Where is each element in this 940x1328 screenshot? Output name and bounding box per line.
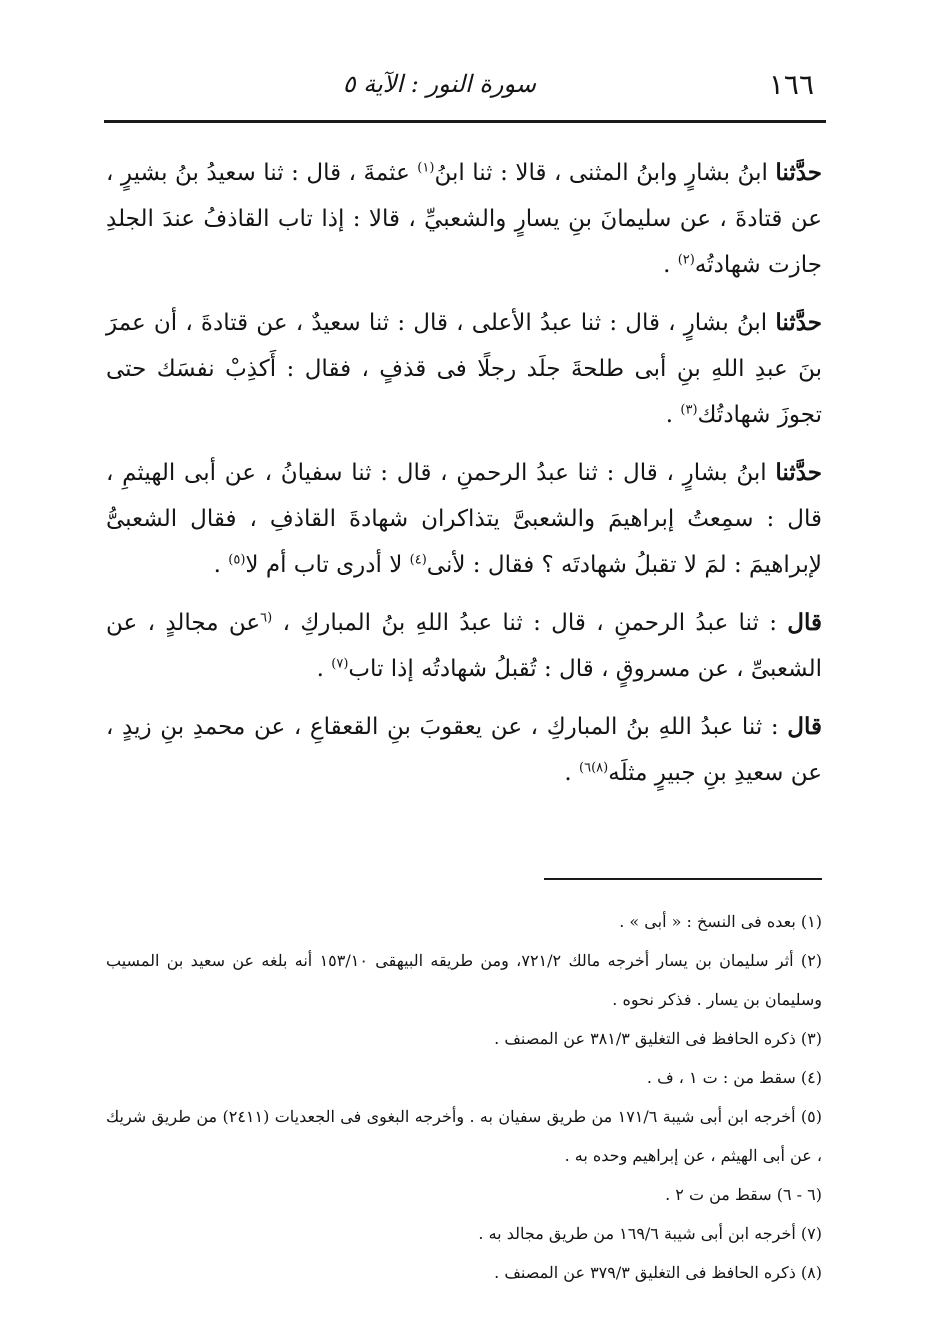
paragraph-text: لا أدرى تاب أم لا <box>245 552 410 578</box>
footnote-reference: (٢) <box>677 252 695 268</box>
footnote-reference: (٨)٦) <box>579 760 609 776</box>
paragraph-lead: قال <box>787 609 822 636</box>
paragraph-text: . <box>663 252 678 278</box>
paragraph-text: : ثنا عبدُ الرحمنِ ، قال : ثنا عبدُ اللهِ بنُ المباركِ ، <box>272 610 788 636</box>
footnote: (٢) أثر سليمان بن يسار أخرجه مالك ٧٢١/٢، ومن طريقه البيهقى ١٥٣/١٠ أنه بلغه عن سعيد بن المسيب وسليمان بن يسار . فذكر نحوه . <box>106 951 823 1009</box>
body-text <box>106 150 822 808</box>
footnote-reference: (١) <box>417 160 435 176</box>
paragraph-text: . <box>213 552 229 578</box>
footnote: (٦ - ٦) سقط من ت ٢ . <box>665 1185 822 1204</box>
paragraph-text: ابنُ بشارٍ وابنُ المثنى ، قالا : ثنا ابنُ <box>434 160 776 186</box>
footnote-reference: (٣) <box>680 402 698 418</box>
footnote: (٣) ذكره الحافظ فى التغليق ٣٨١/٣ عن المصنف . <box>494 1029 822 1048</box>
footnote: (٤) سقط من : ت ١ ، ف . <box>646 1068 822 1087</box>
page-header <box>108 64 822 108</box>
paragraph-text: ابنُ بشارٍ ، قال : ثنا عبدُ الرحمنِ ، قال : ثنا سفيانُ ، عن أبى الهيثمِ ، قال : سمِعتُ إبراهيمَ والشعبىَّ يتذاكران شهادةَ القاذفِ ، فقال الشعبىُّ لإبراهيمَ : لمَ لا تقبلُ شهادتَه ؟ فقال : لأنى <box>106 460 822 578</box>
footnotes <box>106 902 822 1292</box>
running-title: سورة النور : الآية ٥ <box>342 70 536 98</box>
paragraph-text: عن مجالدٍ ، عن الشعبىِّ ، عن مسروقٍ ، قال : تُقبلُ شهادتُه إذا تاب <box>106 610 822 682</box>
footnote: (٨) ذكره الحافظ فى التغليق ٣٧٩/٣ عن المصنف . <box>494 1263 822 1282</box>
paragraph <box>106 600 822 692</box>
paragraph <box>106 150 822 288</box>
paragraph-text: : ثنا عبدُ اللهِ بنُ المباركِ ، عن يعقوبَ بنِ القعقاعِ ، عن محمدِ بنِ زيدٍ ، عن سعيدِ بنِ جبيرٍ مثلَه <box>106 714 822 786</box>
footnote: (٥) أخرجه ابن أبى شيبة ١٧١/٦ من طريق سفيان به . وأخرجه البغوى فى الجعديات (٢٤١١) من طريق شريك ، عن أبى الهيثم ، عن إبراهيم وحده به . <box>106 1107 823 1165</box>
paragraph-text: ابنُ بشارٍ ، قال : ثنا عبدُ الأعلى ، قال : ثنا سعيدٌ ، عن قتادةَ ، أن عمرَ بنَ عبدِ اللهِ بنِ أبى طلحةَ جلَد رجلًا فى قذفٍ ، فقال : أَكذِبْ نفسَك حتى تجوزَ شهادتُك <box>106 310 822 428</box>
paragraph <box>106 704 822 796</box>
paragraph-lead: حدَّثنا <box>775 159 823 186</box>
footnote-reference: (٤) <box>409 552 427 568</box>
header-rule <box>104 120 826 123</box>
paragraph-text: . <box>564 760 580 786</box>
footnote: (١) بعده فى النسخ : « أبى » . <box>619 912 822 931</box>
footnote-separator <box>544 878 822 880</box>
footnote-reference: (٥) <box>228 552 246 568</box>
footnote-reference: (٧) <box>331 656 349 672</box>
paragraph-lead: حدَّثنا <box>775 459 822 486</box>
page-number: ١٦٦ <box>768 68 814 101</box>
paragraph-text: . <box>316 656 332 682</box>
paragraph-text: . <box>665 402 681 428</box>
footnote-reference: (٦ <box>260 610 273 626</box>
paragraph-lead: حدَّثنا <box>775 309 822 336</box>
paragraph <box>106 300 822 438</box>
paragraph-text: عثمةَ ، قال : ثنا سعيدُ بنُ بشيرٍ ، عن قتادةَ ، عن سليمانَ بنِ يسارٍ والشعبيِّ ، قالا : إذا تاب القاذفُ عندَ الجلدِ جازت شهادتُه <box>106 160 822 278</box>
paragraph-lead: قال <box>787 713 822 740</box>
footnote: (٧) أخرجه ابن أبى شيبة ١٦٩/٦ من طريق مجالد به . <box>478 1224 822 1243</box>
paragraph <box>106 450 822 588</box>
